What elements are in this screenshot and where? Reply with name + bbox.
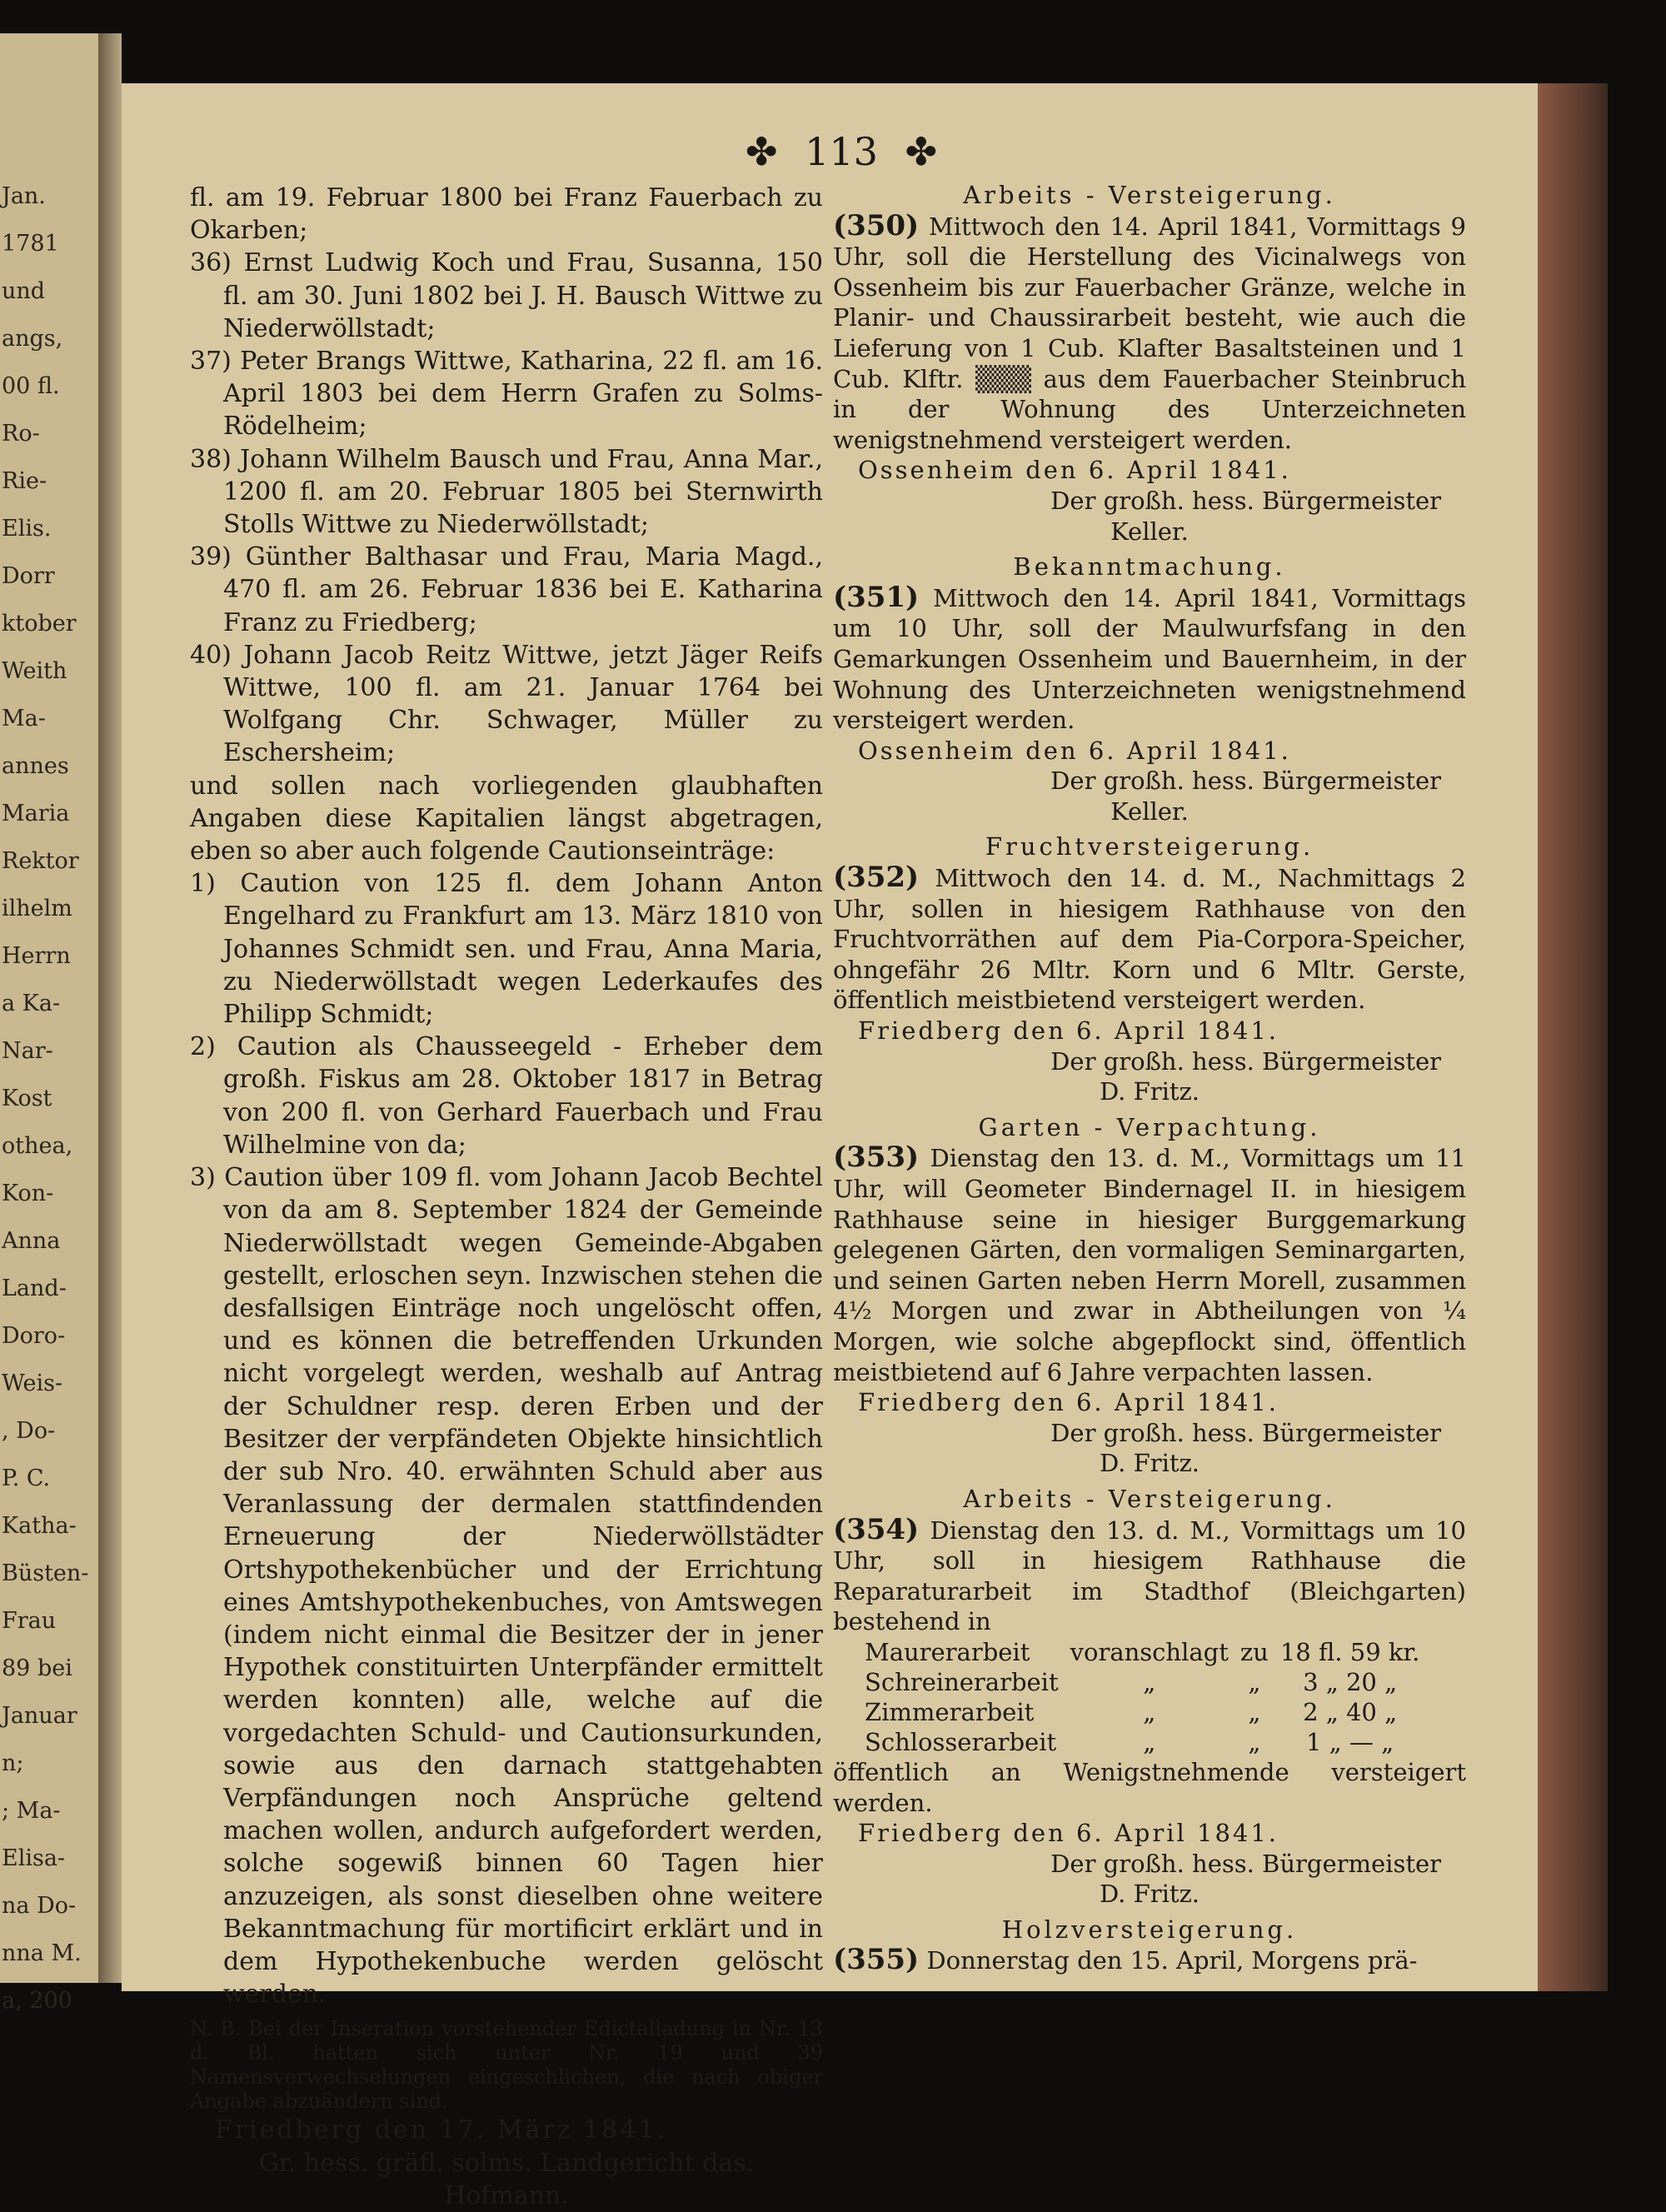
list-item: 38) Johann Wilhelm Bausch und Frau, Anna Mar., 1200 fl. am 20. Februar 1805 bei Sternwirth Stolls Wittwe zu Niederwöllstadt; bbox=[190, 444, 823, 540]
table-cell: 1 „ — „ bbox=[1306, 1727, 1394, 1756]
edge-fragment: Jan. bbox=[2, 183, 46, 209]
edge-fragment: und bbox=[2, 278, 46, 304]
notice-number: (352) bbox=[833, 861, 920, 895]
table-cell: Schlosserarbeit bbox=[865, 1727, 1057, 1756]
edge-fragment: Doro- bbox=[2, 1323, 66, 1349]
signature: Keller. bbox=[1110, 517, 1189, 546]
table-cell: 2 „ 40 „ bbox=[1303, 1697, 1398, 1726]
left-column bbox=[190, 182, 823, 2212]
list-item: 40) Johann Jacob Reitz Wittwe, jetzt Jäger Reifs Wittwe, 100 fl. am 21. Januar 1764 bei Wolfgang Chr. Schwager, Müller zu Eschersheim; bbox=[190, 640, 823, 768]
signature: Keller. bbox=[1110, 796, 1189, 826]
table-cell: Zimmerarbeit bbox=[865, 1697, 1035, 1726]
table-row bbox=[865, 1667, 1431, 1697]
right-column bbox=[833, 175, 1466, 1976]
ornament-left-icon: ✤ bbox=[745, 129, 778, 174]
notice-heading: Arbeits - Versteigerung. bbox=[963, 181, 1336, 209]
table-cell: „ bbox=[1248, 1697, 1261, 1726]
table-row bbox=[865, 1637, 1431, 1667]
edge-fragment: n; bbox=[2, 1750, 24, 1776]
edge-fragment: Ma- bbox=[2, 706, 46, 732]
notice-body: (354) Dienstag den 13. d. M., Vormittags um 10 Uhr, soll in hiesigem Rathhause die Reparaturarbeit im Stadthof (Bleichgarten) bestehend in bbox=[833, 1512, 1467, 1636]
book-binding-edge bbox=[1538, 83, 1608, 1991]
edge-fragment: Büsten- bbox=[2, 1560, 89, 1586]
table-cell: voranschlagt bbox=[1070, 1637, 1229, 1666]
table-row bbox=[865, 1697, 1431, 1727]
table-cell: „ bbox=[1143, 1697, 1156, 1726]
edge-fragment: annes bbox=[2, 753, 69, 779]
edge-fragment: ktober bbox=[2, 611, 77, 637]
book-gutter bbox=[98, 33, 122, 1983]
table-row bbox=[865, 1727, 1431, 1757]
edge-fragment: othea, bbox=[2, 1133, 73, 1159]
edge-fragment: 89 bei bbox=[2, 1655, 72, 1681]
notice-number: (353) bbox=[833, 1141, 920, 1175]
place-date: Friedberg den 6. April 1841. bbox=[858, 1388, 1279, 1417]
edge-fragment: Rektor bbox=[2, 848, 79, 874]
page-header bbox=[716, 129, 966, 174]
signature: D. Fritz. bbox=[1099, 1077, 1200, 1106]
notice-body: (355) Donnerstag den 15. April, Morgens prä- bbox=[833, 1943, 1418, 1977]
edge-fragment: Herrn bbox=[2, 943, 71, 969]
edge-fragment: Frau bbox=[2, 1608, 57, 1634]
signature: D. Fritz. bbox=[1099, 1880, 1200, 1909]
edge-fragment: ; Ma- bbox=[2, 1798, 61, 1824]
edge-fragment: , Do- bbox=[2, 1418, 56, 1444]
edge-fragment: Rie- bbox=[2, 468, 47, 494]
notice-body: (353) Dienstag den 13. d. M., Vormittags um 11 Uhr, will Geometer Bindernagel II. in hiesigem Rathhause seine in hiesiger Burggemarkung gelegenen Gärten, den vormaligen Seminargarten, und seinen Garten neben Herrn Morell, zusammen 4½ Morgen und zwar in Abtheilungen von ¼ Morgen, wie solche abgepflockt sind, öffentlich meistbietend auf 6 Jahre verpachten lassen. bbox=[833, 1141, 1467, 1386]
place-date: Friedberg den 17. März 1841. bbox=[215, 2115, 667, 2145]
notice-heading: Bekanntmachung. bbox=[1013, 552, 1286, 582]
edge-fragment: Maria bbox=[2, 801, 70, 826]
list-item: 39) Günther Balthasar und Frau, Maria Magd., 470 fl. am 26. Februar 1836 bei E. Katharina Franz zu Friedberg; bbox=[190, 542, 823, 637]
edge-fragment: Elisa- bbox=[2, 1845, 66, 1871]
edge-fragment: a, 200 bbox=[2, 1988, 72, 2014]
note: N. B. Bei der Inseration vorstehender Edictalladung in Nr. 13 d. Bl. hatten sich unter Nr. 19 und 39 Namensverwechselungen eingeschlichen, die nach obiger Angabe abzuändern sind. bbox=[190, 2017, 823, 2114]
cost-table bbox=[865, 1637, 1431, 1757]
notice-heading: Holzversteigerung. bbox=[1001, 1915, 1298, 1944]
signature-title: Der großh. hess. Bürgermeister bbox=[1050, 1849, 1441, 1878]
edge-fragment: Elis. bbox=[2, 516, 52, 542]
paragraph: und sollen nach vorliegenden glaubhaften Angaben diese Kapitalien längst abgetragen, eben so aber auch folgende Cautionseinträge: bbox=[190, 771, 823, 866]
edge-fragment: Anna bbox=[2, 1228, 61, 1254]
table-cell: 3 „ 20 „ bbox=[1303, 1667, 1398, 1696]
paragraph: öffentlich an Wenigstnehmende versteigert werden. bbox=[833, 1757, 1466, 1817]
list-item: 37) Peter Brangs Wittwe, Katharina, 22 fl. am 16. April 1803 bei dem Herrn Grafen zu Solms-Rödelheim; bbox=[190, 347, 823, 442]
notice-number: (355) bbox=[833, 1943, 920, 1977]
table-cell: zu bbox=[1240, 1637, 1269, 1666]
edge-fragment: ilhelm bbox=[2, 896, 72, 921]
edge-fragment: Ro- bbox=[2, 421, 40, 447]
ornament-right-icon: ✤ bbox=[905, 129, 938, 174]
table-cell: „ bbox=[1143, 1727, 1156, 1756]
place-date: Ossenheim den 6. April 1841. bbox=[858, 736, 1291, 765]
edge-fragment: Kon- bbox=[2, 1181, 54, 1206]
signature-title: Der großh. hess. Bürgermeister bbox=[1050, 1046, 1441, 1076]
edge-fragment: Weis- bbox=[2, 1371, 63, 1396]
list-item: 3) Caution über 109 fl. vom Johann Jacob Bechtel von da am 8. September 1824 der Gemeinde Niederwöllstadt wegen Gemeinde-Abgaben gestellt, erloschen seyn. Inzwischen stehen die desfallsigen Einträge noch ungelöscht offen, und es können die betreffenden Urkunden nicht vorgelegt werden, weshalb auf Antrag der Schuldner resp. deren Erben und der Besitzer der verpfändeten Objekte hinsichtlich der sub Nro. 40. erwähnten Schuld aber aus Veranlassung der dermalen stattfindenden Erneuerung der Niederwöllstädter Ortshypothekenbücher und der Errichtung eines Amtshypothekenbuches, von Amtswegen (indem nicht einmal die Besitzer der in jener Hypothek constituirten Unterpfänder ermittelt werden konnten) alle, welche auf die vorgedachten Schuld- und Cautionsurkunden, sowie aus den darnach stattgehabten Verpfändungen noch Ansprüche geltend machen wollen, andurch aufgefordert werden, solche sogewiß binnen 60 Tagen hier anzuzeigen, als sonst dieselben ohne weitere Bekanntmachung für mortificirt erklärt und in dem Hypothekenbuche werden gelöscht werden. bbox=[190, 1163, 823, 2010]
table-cell: Schreinerarbeit bbox=[865, 1667, 1059, 1696]
edge-fragment: a Ka- bbox=[2, 991, 61, 1016]
place-date: Friedberg den 6. April 1841. bbox=[858, 1016, 1279, 1046]
signature-title: Der großh. hess. Bürgermeister bbox=[1050, 1418, 1441, 1447]
notice-body: (351) Mittwoch den 14. April 1841, Vormittags um 10 Uhr, soll der Maulwurfsfang in den Gemarkungen Ossenheim und Bauernheim, in der Wohnung des Unterzeichneten wenigstnehmend versteigert werden. bbox=[833, 580, 1467, 735]
notice-body: (352) Mittwoch den 14. d. M., Nachmittags 2 Uhr, sollen in hiesigem Rathhause von den Fruchtvorräthen auf dem Pia-Corpora-Speicher, ohngefähr 26 Mltr. Korn und 6 Mltr. Gerste, öffentlich meistbietend versteigert werden. bbox=[833, 861, 1466, 1015]
left-page-edge bbox=[0, 33, 103, 2014]
edge-fragment: P. C. bbox=[2, 1466, 51, 1491]
notice-body: (350) Mittwoch den 14. April 1841, Vormittags 9 Uhr, soll die Herstellung des Vicinalwegs von Ossenheim bis zur Fauerbacher Gränze, welche in Planir- und Chaussirarbeit besteht, wie auch die Lieferung von 1 Cub. Klafter Basaltsteinen und 1 Cub. Klftr. ▒▒▒ aus dem Fauerbacher Steinbruch in der Wohnung des Unterzeichneten wenigstnehmend versteigert werden. bbox=[833, 208, 1467, 454]
place-date: Friedberg den 6. April 1841. bbox=[858, 1819, 1279, 1848]
notice-heading: Fruchtversteigerung. bbox=[985, 832, 1314, 861]
edge-fragment: Januar bbox=[2, 1703, 77, 1729]
signature-title: Der großh. hess. Bürgermeister bbox=[1050, 486, 1441, 515]
signature: Hofmann. bbox=[444, 2180, 569, 2210]
table-cell: „ bbox=[1143, 1667, 1156, 1696]
notice-number: (351) bbox=[833, 580, 920, 614]
edge-fragment: Weith bbox=[2, 658, 67, 684]
edge-fragment: na Do- bbox=[2, 1893, 77, 1919]
edge-fragment: nna M. bbox=[2, 1940, 82, 1966]
edge-fragment: Katha- bbox=[2, 1513, 77, 1539]
list-item: 36) Ernst Ludwig Koch und Frau, Susanna, 150 fl. am 30. Juni 1802 bei J. H. Bausch Wittwe zu Niederwöllstadt; bbox=[190, 248, 823, 343]
signature: D. Fritz. bbox=[1099, 1449, 1200, 1478]
page-number: 113 bbox=[805, 129, 878, 174]
edge-fragment: 1781 bbox=[2, 231, 59, 257]
table-cell: „ bbox=[1248, 1667, 1261, 1696]
signature-title: Der großh. hess. Bürgermeister bbox=[1050, 766, 1441, 796]
table-cell: 18 fl. 59 kr. bbox=[1279, 1637, 1420, 1666]
paragraph: fl. am 19. Februar 1800 bei Franz Fauerbach zu Okarben; bbox=[190, 183, 823, 246]
table-cell: Maurerarbeit bbox=[865, 1637, 1030, 1666]
notice-number: (350) bbox=[833, 208, 920, 242]
edge-fragment: Land- bbox=[2, 1276, 67, 1301]
edge-fragment: Kost bbox=[2, 1086, 52, 1111]
authority: Gr. hess. gräfl. solms. Landgericht das. bbox=[258, 2148, 755, 2178]
list-item: 1) Caution von 125 fl. dem Johann Anton Engelhard zu Frankfurt am 13. März 1810 von Johannes Schmidt sen. und Frau, Anna Maria, zu Niederwöllstadt wegen Lederkaufes des Philipp Schmidt; bbox=[190, 869, 823, 1030]
list-item: 2) Caution als Chausseegeld - Erheber dem großh. Fiskus am 28. Oktober 1817 in Betrag von 200 fl. von Gerhard Fauerbach und Frau Wilhelmine von da; bbox=[190, 1032, 823, 1160]
table-cell: „ bbox=[1248, 1727, 1261, 1756]
edge-fragment: Nar- bbox=[2, 1038, 53, 1064]
edge-fragment: Dorr bbox=[2, 563, 55, 589]
notice-heading: Arbeits - Versteigerung. bbox=[963, 1484, 1336, 1513]
notice-number: (354) bbox=[833, 1512, 920, 1546]
notice-heading: Garten - Verpachtung. bbox=[978, 1112, 1321, 1141]
place-date: Ossenheim den 6. April 1841. bbox=[858, 456, 1291, 485]
edge-fragment: angs, bbox=[2, 326, 63, 352]
edge-fragment: 00 fl. bbox=[2, 373, 60, 399]
